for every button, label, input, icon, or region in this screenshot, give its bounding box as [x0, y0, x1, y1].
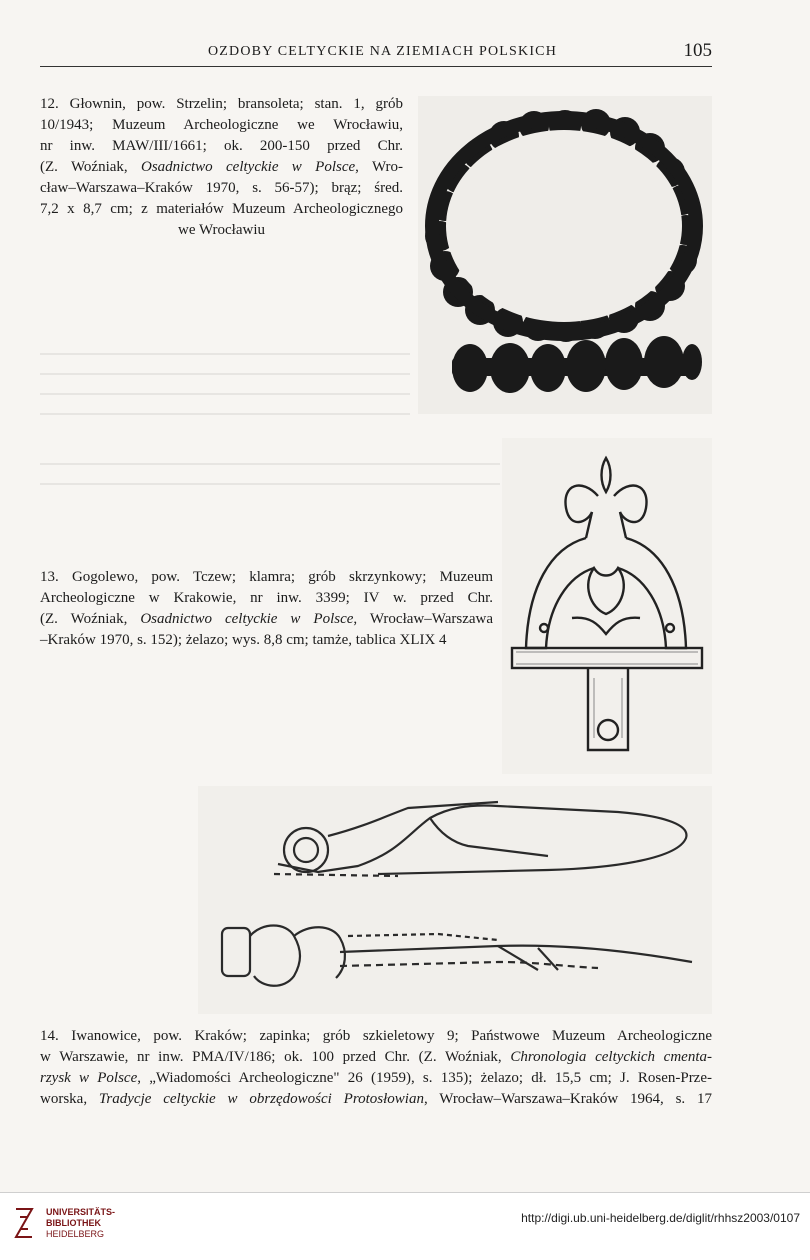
- institution-name: UNIVERSITÄTS- BIBLIOTHEK HEIDELBERG: [46, 1207, 116, 1239]
- running-header: [40, 40, 712, 67]
- caption-12-line: 10/1943; Muzeum Archeologiczne we Wrocławiu,: [40, 117, 403, 133]
- source-url-link[interactable]: http://digi.ub.uni-heidelberg.de/diglit/rhhsz2003/0107: [521, 1211, 800, 1225]
- figure-clasp: [502, 438, 712, 774]
- caption-14-citation-title: Chronologia celtyckich cmenta-: [510, 1049, 712, 1065]
- caption-12-line: 12. Głownin, pow. Strzelin; bransoleta; stan. 1, grób: [40, 96, 403, 112]
- caption-item-13: [40, 567, 493, 651]
- page-number: 105: [683, 40, 712, 61]
- caption-item-14: [40, 1026, 712, 1110]
- caption-14-citation-title: Tradycje celtyckie w obrzędowości Protosłowian: [98, 1091, 424, 1107]
- caption-item-12: [40, 94, 403, 241]
- running-title: OZDOBY CELTYCKIE NA ZIEMIACH POLSKICH: [208, 44, 558, 59]
- caption-14-line: 14. Iwanowice, pow. Kraków; zapinka; grób szkieletowy 9; Państwowe Muzeum Archeologiczne: [40, 1028, 712, 1044]
- figure-brooch: [198, 786, 712, 1014]
- caption-12-line: 7,2 x 8,7 cm; z materiałów Muzeum Archeologicznego: [40, 201, 403, 217]
- caption-12-line: cław–Warszawa–Kraków 1970, s. 56-57); brąz; śred.: [40, 180, 403, 196]
- caption-14-citation-title: rzysk w Polsce: [40, 1070, 138, 1086]
- caption-13-line: 13. Gogolewo, pow. Tczew; klamra; grób skrzynkowy; Muzeum: [40, 569, 493, 585]
- caption-12-citation-title: Osadnictwo celtyckie w Polsce: [141, 159, 356, 175]
- caption-13-line: (Z. Woźniak, Osadnictwo celtyckie w Polsce, Wrocław–Warszawa: [40, 611, 493, 627]
- caption-12-line: (Z. Woźniak, Osadnictwo celtyckie w Polsce, Wro-: [40, 159, 404, 175]
- caption-14-line: rzysk w Polsce, „Wiadomości Archeologiczne" 26 (1959), s. 135); żelazo; dł. 15,5 cm; J. Rosen-Prze-: [40, 1070, 712, 1086]
- digitization-footer: [0, 1192, 810, 1260]
- clasp-drawing: [502, 438, 712, 774]
- caption-14-line: worska, Tradycje celtyckie w obrzędowości Protosłowian, Wrocław–Warszawa–Kraków 1964, s. 17: [40, 1091, 713, 1107]
- university-library-logo-icon: [12, 1205, 36, 1241]
- caption-14-line: w Warszawie, nr inw. PMA/IV/186; ok. 100 przed Chr. (Z. Woźniak, Chronologia celtyckich cmenta-: [40, 1049, 712, 1065]
- caption-12-line: nr inw. MAW/III/1661; ok. 200-150 przed Chr.: [40, 138, 403, 154]
- caption-12-line: we Wrocławiu: [177, 222, 265, 238]
- caption-13-citation-title: Osadnictwo celtyckie w Polsce: [140, 611, 354, 627]
- figure-bracelet: [418, 96, 712, 414]
- caption-13-line: Archeologiczne w Krakowie, nr inw. 3399; IV w. przed Chr.: [40, 590, 493, 606]
- brooch-drawing: [198, 786, 712, 1014]
- caption-13-line: –Kraków 1970, s. 152); żelazo; wys. 8,8 cm; tamże, tablica XLIX 4: [40, 632, 447, 648]
- bracelet-drawing: [418, 96, 712, 414]
